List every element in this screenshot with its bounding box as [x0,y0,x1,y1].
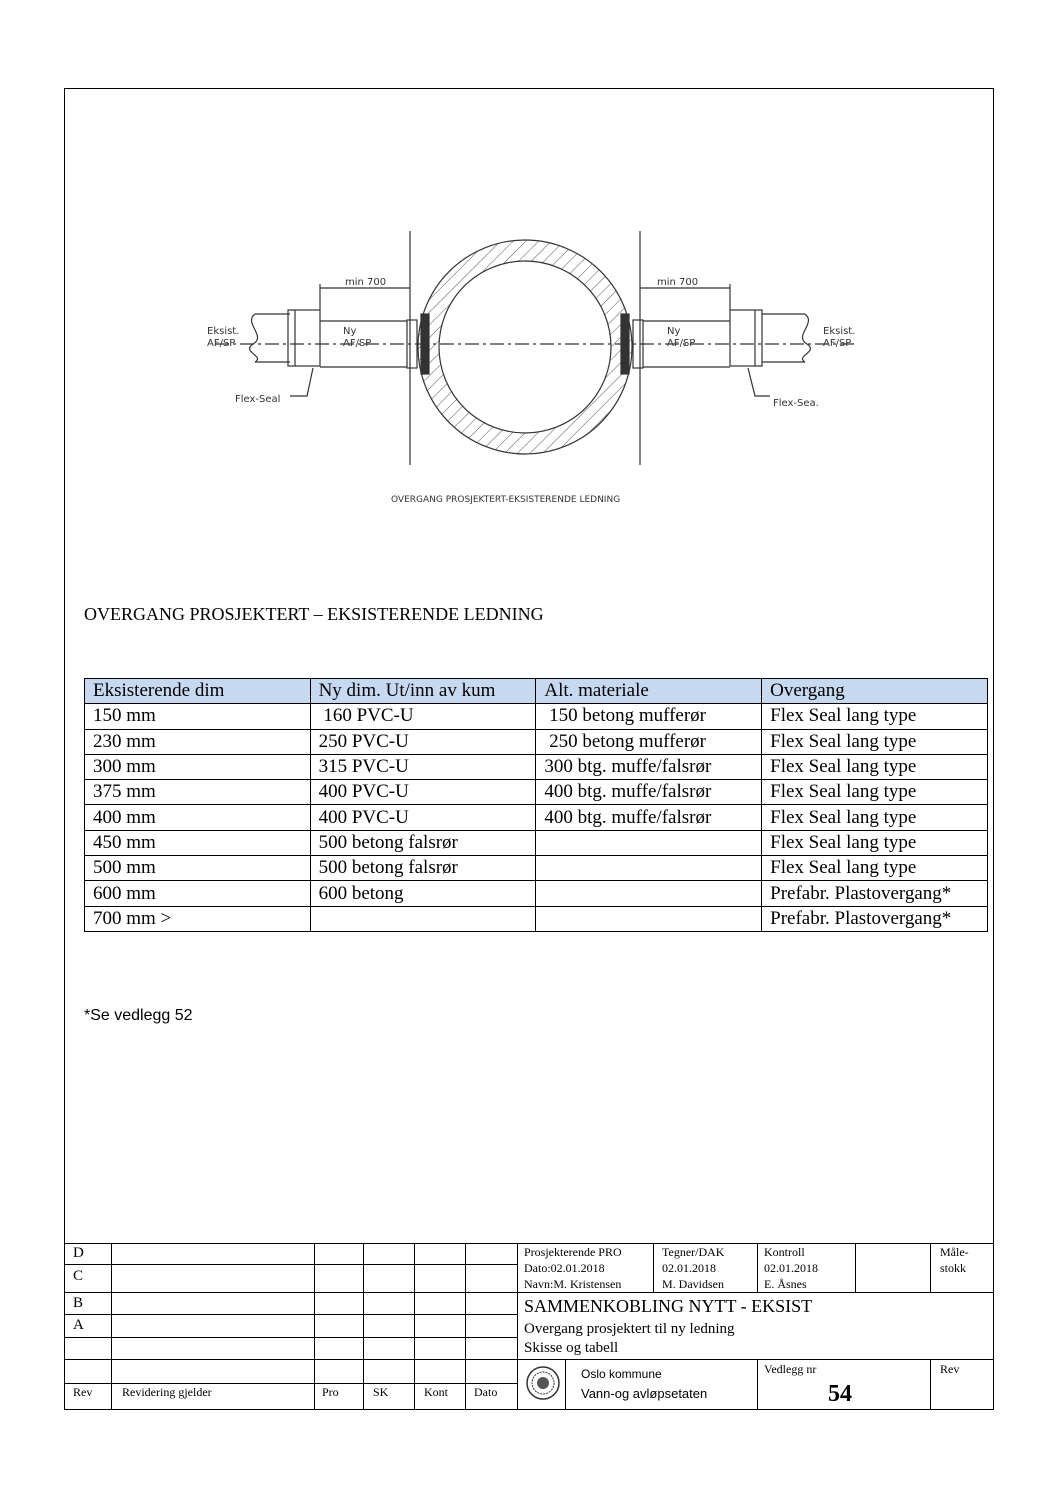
rev-letter-c: C [73,1268,84,1284]
rev-letter-d: D [73,1245,84,1261]
cell [536,856,762,881]
cell [536,881,762,906]
main-title: SAMMENKOBLING NYTT - EKSIST [524,1296,813,1316]
cell: 400 btg. muffe/falsrør [536,805,762,830]
cell: 375 mm [85,780,311,805]
cell: Prefabr. Plastovergang* [762,881,988,906]
cell: 150 betong mufferør [536,704,762,729]
dim-right-label: min 700 [657,277,699,288]
col-header-pro: Pro [322,1385,339,1399]
cell: Flex Seal lang type [762,805,988,830]
cell [310,906,536,931]
table-row [85,729,988,754]
table-row [85,881,988,906]
scale-label-2: stokk [940,1261,967,1275]
pipe-transition-sketch [195,228,875,518]
new-left-label-2: AF/SP [343,338,372,349]
cell: Flex Seal lang type [762,754,988,779]
subtitle-1: Overgang prosjektert til ny ledning [524,1321,735,1337]
cell [536,906,762,931]
pro-date: Dato:02.01.2018 [524,1261,605,1275]
header-alt-material: Alt. materiale [536,679,762,704]
seal-right-label: Flex-Sea. [773,398,819,409]
cell: 230 mm [85,729,311,754]
drawer-name: M. Davidsen [662,1277,724,1291]
dim-left-label: min 700 [345,277,387,288]
new-right-label-2: AF/SP [667,338,696,349]
cell: Flex Seal lang type [762,704,988,729]
header-existing-dim: Eksisterende dim [85,679,311,704]
cell: 500 mm [85,856,311,881]
cell: Prefabr. Plastovergang* [762,906,988,931]
col-header-dato: Dato [474,1385,498,1399]
cell: 450 mm [85,830,311,855]
cell: 500 betong falsrør [310,856,536,881]
rev-letter-a: A [73,1317,84,1333]
cell: 600 mm [85,881,311,906]
header-transition: Overgang [762,679,988,704]
cell: 250 PVC-U [310,729,536,754]
col-header-rev: Rev [73,1385,93,1399]
existing-left-label-1: Eksist. [207,326,240,337]
table-row [85,856,988,881]
cell: 600 betong [310,881,536,906]
cell: Flex Seal lang type [762,780,988,805]
table-row [85,830,988,855]
cell: 250 betong mufferør [536,729,762,754]
cell: 300 mm [85,754,311,779]
cell: 160 PVC-U [310,704,536,729]
cell: Flex Seal lang type [762,729,988,754]
new-right-label-1: Ny [667,326,681,337]
drawing-caption: OVERGANG PROSJEKTERT-EKSISTERENDE LEDNING [391,495,621,505]
seal-left-label: Flex-Seal [235,394,281,405]
new-left-label-1: Ny [343,326,357,337]
cell: 150 mm [85,704,311,729]
cell: 500 betong falsrør [310,830,536,855]
existing-left-label-2: AF/SP [207,338,236,349]
col-header-revision: Revidering gjelder [122,1385,212,1399]
cell: 400 PVC-U [310,780,536,805]
dimension-table [84,678,988,932]
col-header-sk: SK [373,1385,389,1399]
header-new-dim: Ny dim. Ut/inn av kum [310,679,536,704]
pro-label: Prosjekterende PRO [524,1245,622,1259]
cell: Flex Seal lang type [762,830,988,855]
cell [536,830,762,855]
cell: Flex Seal lang type [762,856,988,881]
table-row [85,780,988,805]
drawer-date: 02.01.2018 [662,1261,716,1275]
cell: 400 btg. muffe/falsrør [536,780,762,805]
attachment-label: Vedlegg nr [764,1362,817,1376]
oslo-seal-logo [525,1363,561,1405]
cell: 700 mm > [85,906,311,931]
cell: 315 PVC-U [310,754,536,779]
table-row [85,754,988,779]
control-label: Kontroll [764,1245,805,1259]
table-header-row [85,679,988,704]
cell: 300 btg. muffe/falsrør [536,754,762,779]
existing-right-label-2: AF/SP [823,338,852,349]
org-name-2: Vann-og avløpsetaten [581,1386,708,1401]
org-name-1: Oslo kommune [581,1367,662,1381]
scale-label-1: Måle- [940,1245,969,1259]
section-title: OVERGANG PROSJEKTERT – EKSISTERENDE LEDNING [84,604,544,624]
cell: 400 mm [85,805,311,830]
table-row [85,704,988,729]
table-row [85,805,988,830]
cell: 400 PVC-U [310,805,536,830]
existing-right-label-1: Eksist. [823,326,856,337]
attachment-number: 54 [828,1381,852,1407]
rev-field-label: Rev [940,1362,960,1376]
rev-letter-b: B [73,1295,84,1311]
subtitle-2: Skisse og tabell [524,1340,619,1356]
control-date: 02.01.2018 [764,1261,818,1275]
table-row [85,906,988,931]
pro-name: Navn:M. Kristensen [524,1277,622,1291]
footnote: *Se vedlegg 52 [84,1007,193,1024]
col-header-kont: Kont [424,1385,448,1399]
drawer-label: Tegner/DAK [662,1245,725,1259]
control-name: E. Åsnes [764,1277,807,1291]
